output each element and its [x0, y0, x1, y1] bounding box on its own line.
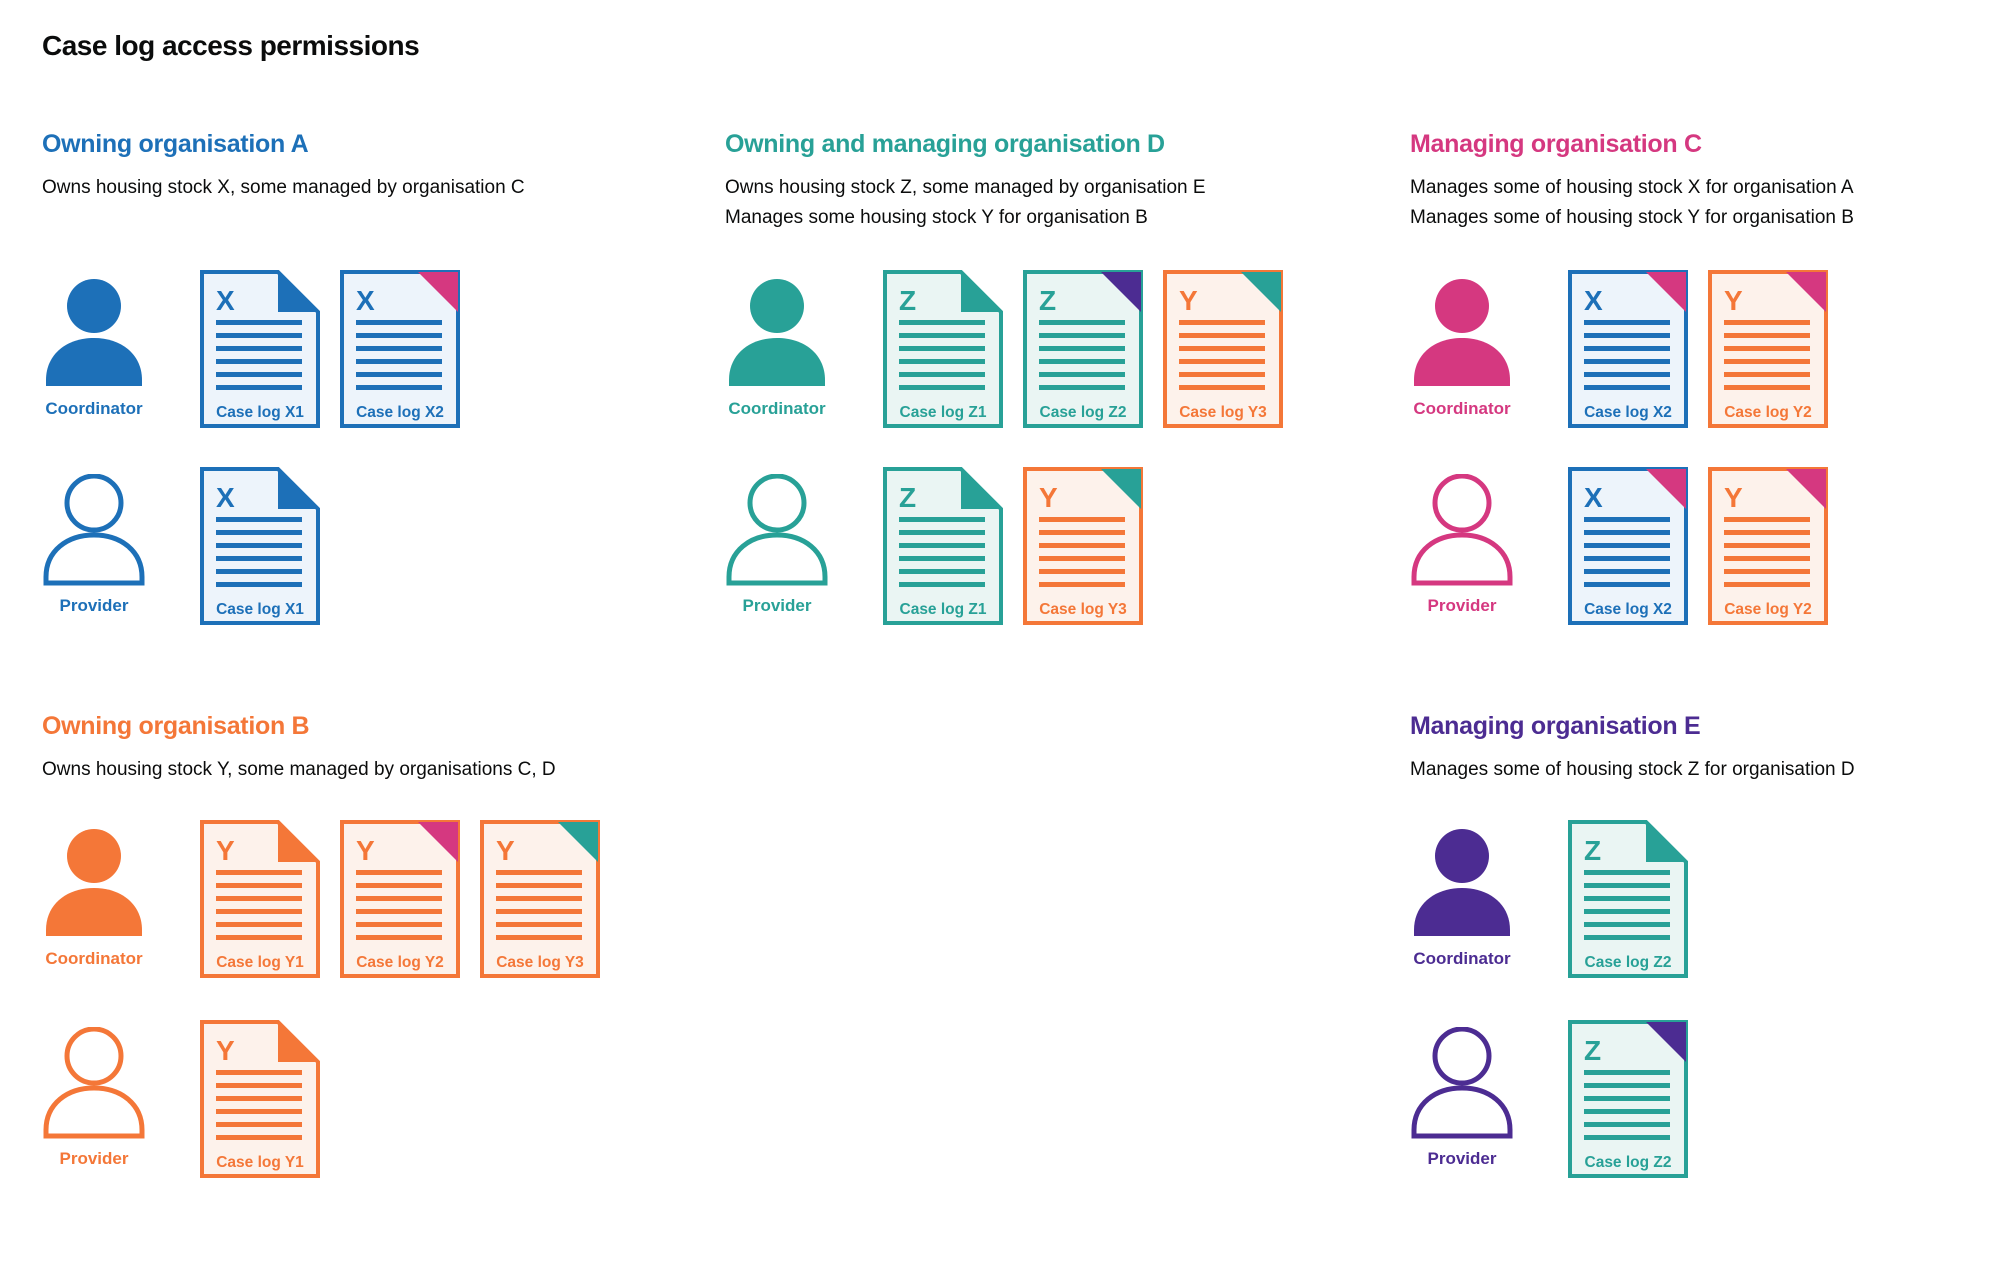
- case-log-document: [1023, 467, 1143, 625]
- case-log-label: Case log Y2: [356, 954, 444, 971]
- provider-icon: [42, 474, 146, 590]
- role-label: Provider: [1427, 596, 1497, 615]
- stock-letter: Y: [356, 835, 375, 866]
- stock-letter: Z: [899, 285, 917, 316]
- stock-letter: Y: [1724, 285, 1743, 316]
- section-managing-organisation-c: [1410, 128, 1970, 618]
- provider-row: [1410, 467, 2000, 627]
- stock-letter: X: [1584, 482, 1603, 513]
- provider-icon: [42, 1027, 146, 1143]
- case-log-document: [1708, 467, 1828, 625]
- case-log-document: [200, 820, 320, 978]
- case-log-document: [1568, 820, 1688, 978]
- case-log-label: Case log Z2: [1039, 404, 1127, 421]
- section-owning-organisation-a: [42, 128, 602, 618]
- case-log-label: Case log X1: [216, 601, 304, 618]
- case-log-label: Case log Y2: [1724, 404, 1812, 421]
- case-log-document: [340, 820, 460, 978]
- coordinator-icon: [1410, 277, 1514, 393]
- stock-letter: X: [356, 285, 375, 316]
- case-log-label: Case log Z2: [1584, 1154, 1672, 1171]
- stock-letter: X: [1584, 285, 1603, 316]
- provider-row: [1410, 1020, 2000, 1180]
- stock-letter: Z: [1584, 1035, 1602, 1066]
- case-log-label: Case log Y3: [1179, 404, 1267, 421]
- section-heading: Managing organisation C: [1410, 130, 1702, 158]
- case-log-label: Case log Y1: [216, 954, 304, 971]
- case-log-document: [1163, 270, 1283, 428]
- stock-letter: Y: [1724, 482, 1743, 513]
- folded-corner: [961, 272, 1001, 312]
- folded-corner: [1646, 822, 1686, 862]
- coordinator-icon: [42, 277, 146, 393]
- case-log-document: [480, 820, 600, 978]
- stock-letter: X: [216, 285, 235, 316]
- folded-corner: [278, 272, 318, 312]
- section-managing-organisation-e: [1410, 710, 1970, 1171]
- case-log-document: [200, 1020, 320, 1178]
- section-heading: Owning organisation A: [42, 130, 309, 158]
- provider-row: [725, 467, 1345, 627]
- stock-letter: Y: [496, 835, 515, 866]
- case-log-document: [1568, 467, 1688, 625]
- case-log-label: Case log X2: [1584, 404, 1672, 421]
- stock-letter: X: [216, 482, 235, 513]
- case-log-document: [1568, 270, 1688, 428]
- subtitle-line: Manages some housing stock Y for organisation B: [725, 207, 1148, 228]
- case-log-document: [883, 467, 1003, 625]
- coordinator-icon: [725, 277, 829, 393]
- case-log-label: Case log Z2: [1584, 954, 1672, 971]
- coordinator-icon: [42, 827, 146, 943]
- role-label: Provider: [59, 596, 129, 615]
- case-log-document: [1568, 1020, 1688, 1178]
- case-log-document: [1708, 270, 1828, 428]
- subtitle-line: Manages some of housing stock X for organisation A: [1410, 177, 1854, 198]
- folded-corner: [961, 469, 1001, 509]
- stock-letter: Y: [216, 1035, 235, 1066]
- role-label: Coordinator: [1413, 399, 1511, 418]
- provider-icon: [725, 474, 829, 590]
- section-heading: Owning organisation B: [42, 712, 310, 740]
- section-subtitle: Manages some of housing stock Z for organisation D: [1410, 759, 1855, 780]
- case-log-label: Case log X2: [356, 404, 444, 421]
- section-owning-organisation-b: [42, 710, 602, 1171]
- coordinator-row: [42, 270, 662, 430]
- case-log-label: Case log X1: [216, 404, 304, 421]
- role-label: Provider: [59, 1149, 129, 1168]
- provider-row: [42, 1020, 662, 1180]
- folded-corner: [278, 822, 318, 862]
- case-log-label: Case log Y2: [1724, 601, 1812, 618]
- case-log-document: [883, 270, 1003, 428]
- case-log-document: [340, 270, 460, 428]
- section-heading: Owning and managing organisation D: [725, 130, 1165, 158]
- stock-letter: Z: [899, 482, 917, 513]
- page-title: Case log access permissions: [42, 30, 420, 61]
- coordinator-row: [42, 820, 662, 980]
- case-log-label: Case log X2: [1584, 601, 1672, 618]
- case-log-document: [200, 467, 320, 625]
- coordinator-row: [1410, 270, 2000, 430]
- folded-corner: [278, 469, 318, 509]
- case-log-document: [200, 270, 320, 428]
- coordinator-row: [725, 270, 1345, 430]
- role-label: Coordinator: [45, 949, 143, 968]
- subtitle-line: Owns housing stock Z, some managed by organisation E: [725, 177, 1206, 198]
- role-label: Provider: [742, 596, 812, 615]
- section-subtitle: Owns housing stock Y, some managed by organisations C, D: [42, 759, 556, 780]
- subtitle-line: Manages some of housing stock Y for organisation B: [1410, 207, 1854, 228]
- section-subtitle: [725, 173, 1285, 233]
- provider-row: [42, 467, 662, 627]
- role-label: Coordinator: [45, 399, 143, 418]
- role-label: Coordinator: [728, 399, 826, 418]
- case-log-label: Case log Z1: [899, 601, 987, 618]
- case-log-document: [1023, 270, 1143, 428]
- role-label: Provider: [1427, 1149, 1497, 1168]
- case-log-label: Case log Y1: [216, 1154, 304, 1171]
- stock-letter: Y: [1179, 285, 1198, 316]
- section-owning-and-managing-organisation-d: [725, 128, 1285, 618]
- case-log-label: Case log Y3: [1039, 601, 1127, 618]
- coordinator-row: [1410, 820, 2000, 980]
- stock-letter: Y: [216, 835, 235, 866]
- case-log-label: Case log Y3: [496, 954, 584, 971]
- provider-icon: [1410, 1027, 1514, 1143]
- section-subtitle: [1410, 173, 1970, 233]
- section-heading: Managing organisation E: [1410, 712, 1701, 740]
- role-label: Coordinator: [1413, 949, 1511, 968]
- case-log-label: Case log Z1: [899, 404, 987, 421]
- folded-corner: [278, 1022, 318, 1062]
- stock-letter: Z: [1584, 835, 1602, 866]
- provider-icon: [1410, 474, 1514, 590]
- coordinator-icon: [1410, 827, 1514, 943]
- section-subtitle: Owns housing stock X, some managed by organisation C: [42, 177, 525, 198]
- stock-letter: Y: [1039, 482, 1058, 513]
- stock-letter: Z: [1039, 285, 1057, 316]
